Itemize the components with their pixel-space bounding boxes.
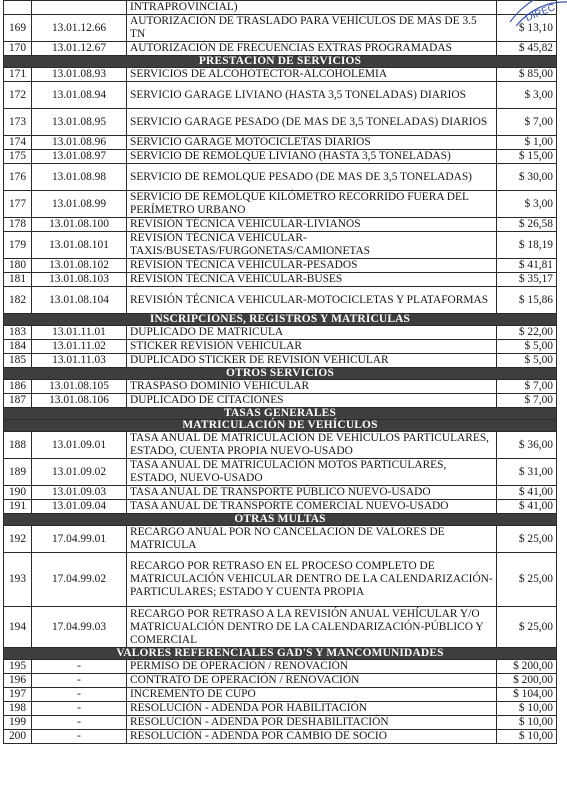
fee-value: $ 41,81 [497, 259, 557, 273]
row-number: 197 [4, 688, 32, 702]
account-code: - [32, 660, 127, 674]
service-description: SERVICIO DE REMOLQUE PESADO (DE MAS DE 3,5 TONELADAS) [127, 164, 497, 191]
account-code: - [32, 730, 127, 744]
row-number: 181 [4, 273, 32, 287]
section-title: TASAS GENERALES [4, 408, 557, 420]
account-code: 13.01.11.03 [32, 354, 127, 368]
fee-value: $ 41,00 [497, 486, 557, 500]
service-description: AUTORIZACIÓN DE FRECUENCIAS EXTRAS PROGRAMADAS [127, 42, 497, 56]
service-description: REVISIÓN TÉCNICA VEHICULAR-TAXIS/BUSETAS/FURGONETAS/CAMIONETAS [127, 232, 497, 259]
row-number [4, 1, 32, 15]
section-header-row [4, 408, 557, 420]
service-description: CONTRATO DE OPERACIÓN / RENOVACIÓN [127, 674, 497, 688]
fee-value: $ 35,17 [497, 273, 557, 287]
table-row [4, 68, 557, 82]
row-number: 177 [4, 191, 32, 218]
fee-value: $ 10,00 [497, 716, 557, 730]
table-row [4, 259, 557, 273]
fee-value: $ 25,00 [497, 553, 557, 607]
account-code: 17.04.99.02 [32, 553, 127, 607]
fee-schedule-body [4, 1, 557, 744]
service-description: STICKER REVISIÓN VEHICULAR [127, 340, 497, 354]
fee-value: $ 10,00 [497, 702, 557, 716]
service-description: SERVICIO GARAGE PESADO (DE MAS DE 3,5 TONELADAS) DIARIOS [127, 109, 497, 136]
fee-value: $ 3,00 [497, 191, 557, 218]
row-number: 170 [4, 42, 32, 56]
service-description: REVISIÓN TÉCNICA VEHICULAR-LIVIANOS [127, 218, 497, 232]
row-number: 175 [4, 150, 32, 164]
service-description: RESOLUCIÓN - ADENDA POR DESHABILITACIÓN [127, 716, 497, 730]
account-code: 13.01.08.93 [32, 68, 127, 82]
service-description: RESOLUCIÓN - ADENDA POR CAMBIO DE SOCIO [127, 730, 497, 744]
fee-value: $ 18,19 [497, 232, 557, 259]
table-row [4, 553, 557, 607]
section-title: MATRICULACIÓN DE VEHÍCULOS [4, 420, 557, 432]
stamp-text: DIREC [523, 2, 557, 25]
account-code: 13.01.08.100 [32, 218, 127, 232]
table-row [4, 164, 557, 191]
account-code: 17.04.99.03 [32, 607, 127, 648]
service-description: TASA ANUAL DE TRANSPORTE PÚBLICO NUEVO-USADO [127, 486, 497, 500]
service-description: SERVICIOS DE ALCOHOTECTOR-ALCOHOLEMIA [127, 68, 497, 82]
service-description: AUTORIZACIÓN DE TRASLADO PARA VEHÍCULOS DE MÁS DE 3.5 TN [127, 15, 497, 42]
service-description: DUPLICADO DE CITACIONES [127, 394, 497, 408]
table-row [4, 394, 557, 408]
table-row [4, 730, 557, 744]
account-code: 13.01.11.02 [32, 340, 127, 354]
table-row [4, 326, 557, 340]
row-number: 198 [4, 702, 32, 716]
section-header-row [4, 648, 557, 660]
fee-value: $ 85,00 [497, 68, 557, 82]
fee-value: $ 25,00 [497, 607, 557, 648]
table-row [4, 42, 557, 56]
fee-value: $ 7,00 [497, 380, 557, 394]
fee-value: $ 3,00 [497, 82, 557, 109]
fee-value: $ 36,00 [497, 432, 557, 459]
row-number: 184 [4, 340, 32, 354]
account-code: 13.01.08.97 [32, 150, 127, 164]
fee-value: $ 26,58 [497, 218, 557, 232]
account-code: 13.01.12.67 [32, 42, 127, 56]
section-header-row [4, 314, 557, 326]
row-number: 169 [4, 15, 32, 42]
row-number: 193 [4, 553, 32, 607]
table-row [4, 607, 557, 648]
fee-value: $ 10,00 [497, 730, 557, 744]
table-row [4, 82, 557, 109]
row-number: 179 [4, 232, 32, 259]
fee-value: $ 22,00 [497, 326, 557, 340]
account-code: 17.04.99.01 [32, 526, 127, 553]
table-row [4, 218, 557, 232]
account-code: 13.01.08.96 [32, 136, 127, 150]
service-description: SERVICIO GARAGE MOTOCICLETAS DIARIOS [127, 136, 497, 150]
table-row [4, 486, 557, 500]
table-row [4, 109, 557, 136]
row-number: 187 [4, 394, 32, 408]
service-description: RECARGO POR RETRASO A LA REVISIÓN ANUAL VEHÍCULAR Y/O MATRICUALCIÓN DENTRO DE LA CALENDARIZACIÓN-PÚBLICO Y COMERCIAL [127, 607, 497, 648]
fee-value: $ 200,00 [497, 660, 557, 674]
account-code: - [32, 688, 127, 702]
table-row [4, 232, 557, 259]
fee-value: $ 41,00 [497, 500, 557, 514]
account-code: 13.01.08.94 [32, 82, 127, 109]
row-number: 183 [4, 326, 32, 340]
table-row [4, 354, 557, 368]
service-description: SERVICIO GARAGE LIVIANO (HASTA 3,5 TONELADAS) DIARIOS [127, 82, 497, 109]
table-row [4, 500, 557, 514]
row-number: 171 [4, 68, 32, 82]
service-description: INTRAPROVINCIAL) [127, 1, 497, 15]
service-description: RESOLUCIÓN - ADENDA POR HABILITACIÓN [127, 702, 497, 716]
fee-value: $ 104,00 [497, 688, 557, 702]
account-code: 13.01.11.01 [32, 326, 127, 340]
account-code: 13.01.08.103 [32, 273, 127, 287]
service-description: SERVICIO DE REMOLQUE LIVIANO (HASTA 3,5 TONELADAS) [127, 150, 497, 164]
account-code: - [32, 716, 127, 730]
account-code: - [32, 674, 127, 688]
service-description: DUPLICADO STICKER DE REVISIÓN VEHICULAR [127, 354, 497, 368]
table-row [4, 716, 557, 730]
fee-schedule-page [3, 0, 556, 744]
table-row [4, 526, 557, 553]
service-description: RECARGO POR RETRASO EN EL PROCESO COMPLETO DE MATRICULACIÓN VEHICULAR DENTRO DE LA CALENDARIZACIÓN-PARTICULARES; ESTADO Y CUENTA PROPIA [127, 553, 497, 607]
account-code: 13.01.08.98 [32, 164, 127, 191]
section-header-row [4, 514, 557, 526]
row-number: 180 [4, 259, 32, 273]
account-code: - [32, 702, 127, 716]
table-row [4, 1, 557, 15]
table-row [4, 136, 557, 150]
fee-value: $ 7,00 [497, 109, 557, 136]
section-title: PRESTACION DE SERVICIOS [4, 56, 557, 68]
service-description: TRASPASO DOMINIO VEHICULAR [127, 380, 497, 394]
fee-value: $ 5,00 [497, 354, 557, 368]
fee-value: $ 45,82 [497, 42, 557, 56]
service-description: REVISIÓN TÉCNICA VEHICULAR-BUSES [127, 273, 497, 287]
fee-value: $ 13,10 [497, 15, 557, 42]
row-number: 174 [4, 136, 32, 150]
section-title: INSCRIPCIONES, REGISTROS Y MATRÍCULAS [4, 314, 557, 326]
service-description: TASA ANUAL DE TRANSPORTE COMERCIAL NUEVO-USADO [127, 500, 497, 514]
table-row [4, 459, 557, 486]
table-row [4, 191, 557, 218]
row-number: 173 [4, 109, 32, 136]
row-number: 194 [4, 607, 32, 648]
service-description: SERVICIO DE REMOLQUE KILÓMETRO RECORRIDO FUERA DEL PERÍMETRO URBANO [127, 191, 497, 218]
account-code: 13.01.09.03 [32, 486, 127, 500]
service-description: PERMISO DE OPERACIÓN / RENOVACIÓN [127, 660, 497, 674]
row-number: 186 [4, 380, 32, 394]
table-row [4, 340, 557, 354]
table-row [4, 15, 557, 42]
row-number: 182 [4, 287, 32, 314]
row-number: 172 [4, 82, 32, 109]
service-description: REVISIÓN TÉCNICA VEHICULAR-MOTOCICLETAS Y PLATAFORMAS [127, 287, 497, 314]
row-number: 176 [4, 164, 32, 191]
fee-schedule-table [3, 0, 557, 744]
table-row [4, 150, 557, 164]
table-row [4, 660, 557, 674]
account-code: 13.01.08.106 [32, 394, 127, 408]
fee-value: $ 15,86 [497, 287, 557, 314]
account-code: 13.01.08.102 [32, 259, 127, 273]
section-header-row [4, 368, 557, 380]
fee-value: $ 15,00 [497, 150, 557, 164]
official-stamp [504, 0, 567, 26]
table-row [4, 287, 557, 314]
fee-value: $ 31,00 [497, 459, 557, 486]
service-description: INCREMENTO DE CUPO [127, 688, 497, 702]
account-code: 13.01.09.02 [32, 459, 127, 486]
service-description: REVISIÓN TÉCNICA VEHICULAR-PESADOS [127, 259, 497, 273]
fee-value: $ 200,00 [497, 674, 557, 688]
table-row [4, 273, 557, 287]
account-code: 13.01.08.105 [32, 380, 127, 394]
account-code: 13.01.08.99 [32, 191, 127, 218]
row-number: 178 [4, 218, 32, 232]
account-code: 13.01.08.101 [32, 232, 127, 259]
account-code [32, 1, 127, 15]
fee-value: $ 7,00 [497, 394, 557, 408]
table-row [4, 432, 557, 459]
row-number: 200 [4, 730, 32, 744]
fee-value: $ 25,00 [497, 526, 557, 553]
fee-value: $ 30,00 [497, 164, 557, 191]
row-number: 195 [4, 660, 32, 674]
row-number: 196 [4, 674, 32, 688]
table-row [4, 688, 557, 702]
section-title: OTROS SERVICIOS [4, 368, 557, 380]
section-header-row [4, 56, 557, 68]
row-number: 190 [4, 486, 32, 500]
row-number: 191 [4, 500, 32, 514]
account-code: 13.01.08.104 [32, 287, 127, 314]
service-description: TASA ANUAL DE MATRICULACIÓN MOTOS PARTICULARES, ESTADO, NUEVO-USADO [127, 459, 497, 486]
section-title: OTRAS MULTAS [4, 514, 557, 526]
row-number: 188 [4, 432, 32, 459]
account-code: 13.01.09.01 [32, 432, 127, 459]
section-header-row [4, 420, 557, 432]
table-row [4, 674, 557, 688]
service-description: DUPLICADO DE MATRICULA [127, 326, 497, 340]
section-title: VALORES REFERENCIALES GAD'S Y MANCOMUNIDADES [4, 648, 557, 660]
account-code: 13.01.09.04 [32, 500, 127, 514]
row-number: 192 [4, 526, 32, 553]
service-description: TASA ANUAL DE MATRICULACIÓN DE VEHÍCULOS PARTICULARES, ESTADO, CUENTA PROPIA NUEVO-USADO [127, 432, 497, 459]
fee-value: $ 1,00 [497, 136, 557, 150]
service-description: RECARGO ANUAL POR NO CANCELACIÓN DE VALORES DE MATRICULA [127, 526, 497, 553]
account-code: 13.01.08.95 [32, 109, 127, 136]
row-number: 189 [4, 459, 32, 486]
fee-value: $ 5,00 [497, 340, 557, 354]
row-number: 199 [4, 716, 32, 730]
table-row [4, 380, 557, 394]
account-code: 13.01.12.66 [32, 15, 127, 42]
table-row [4, 702, 557, 716]
row-number: 185 [4, 354, 32, 368]
